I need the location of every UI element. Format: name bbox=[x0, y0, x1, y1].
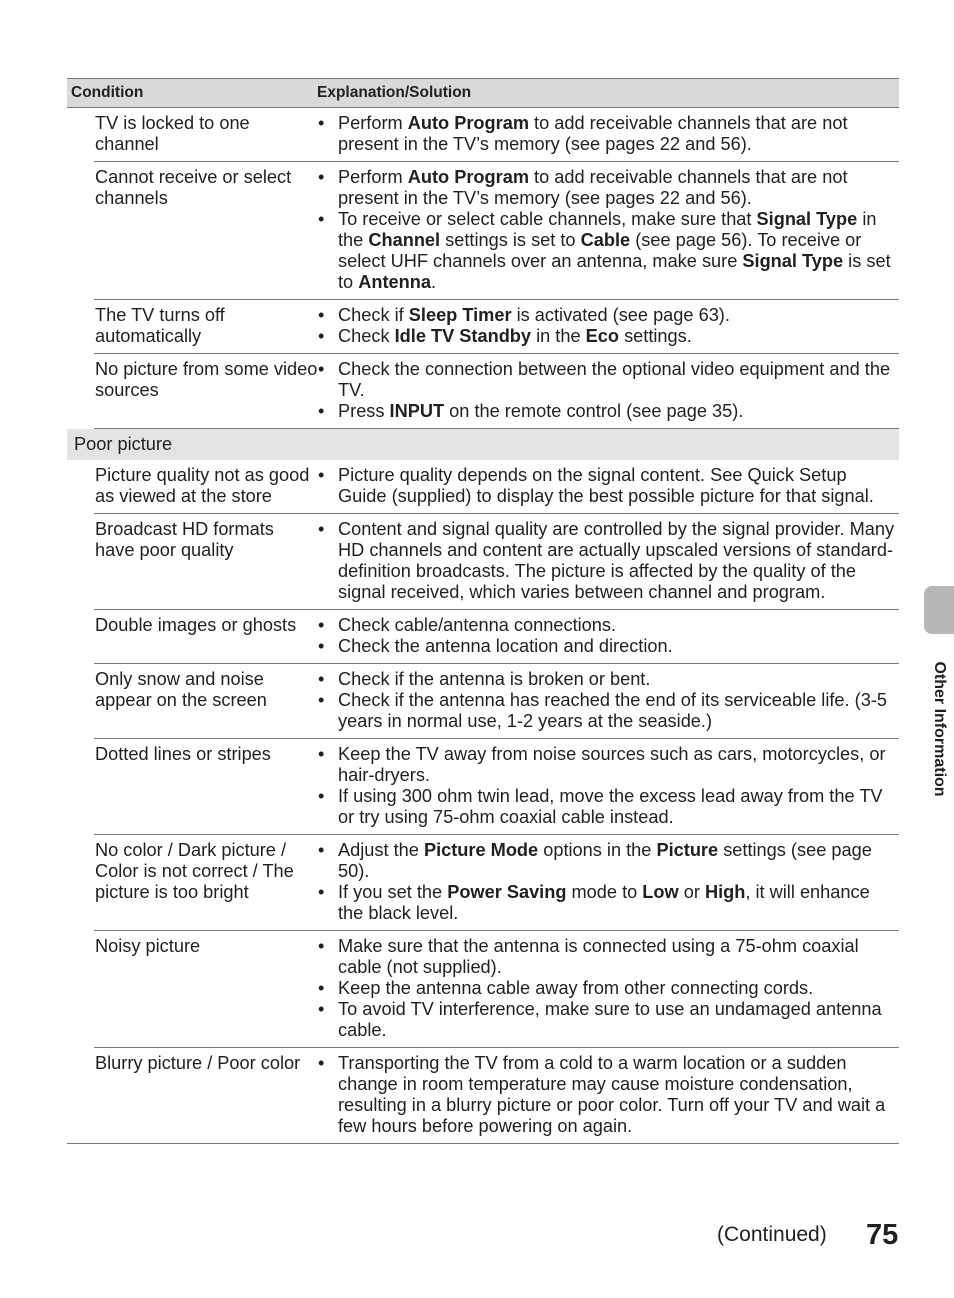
table-row bbox=[94, 514, 899, 610]
condition-cell: Double images or ghosts bbox=[95, 615, 297, 635]
text-segment: is set to bbox=[338, 251, 891, 292]
text-segment: To receive or select cable channels, make sure that bbox=[338, 209, 757, 229]
bullet-item bbox=[318, 401, 899, 422]
bullet-icon: • bbox=[318, 167, 325, 187]
bullet-text bbox=[338, 465, 899, 507]
bullet-icon: • bbox=[318, 401, 325, 421]
troubleshooting-table bbox=[67, 78, 899, 1144]
text-segment: , it will enhance the black level. bbox=[338, 882, 870, 923]
continued-label: (Continued) bbox=[717, 1223, 827, 1246]
bold-term: Auto Program bbox=[407, 113, 529, 133]
bullet-item bbox=[318, 978, 899, 999]
bullet-icon: • bbox=[318, 669, 325, 689]
table-row bbox=[94, 460, 899, 514]
text-segment: to add receivable channels that are not present in the TV’s memory (see pages 22 and 56). bbox=[338, 167, 848, 208]
bullet-item bbox=[318, 690, 899, 732]
bullet-item bbox=[318, 1053, 899, 1137]
text-segment: Picture quality depends on the signal content. See Quick Setup Guide (supplied) to display the best possible picture for that signal. bbox=[338, 465, 874, 506]
table-row bbox=[94, 162, 899, 300]
bullet-item bbox=[318, 744, 899, 786]
bullet-item bbox=[318, 465, 899, 507]
text-segment: Check cable/antenna connections. bbox=[338, 615, 617, 635]
explanation-cell bbox=[318, 359, 899, 422]
text-segment: Make sure that the antenna is connected using a 75-ohm coaxial cable (not supplied). bbox=[338, 936, 859, 977]
explanation-cell bbox=[318, 167, 899, 293]
condition-cell: Only snow and noise appear on the screen bbox=[95, 669, 267, 710]
bullet-icon: • bbox=[318, 1053, 325, 1073]
explanation-cell bbox=[318, 519, 899, 603]
bullet-icon: • bbox=[318, 840, 325, 860]
text-segment: on the remote control (see page 35). bbox=[444, 401, 744, 421]
condition-cell: Broadcast HD formats have poor quality bbox=[95, 519, 274, 560]
text-segment: settings is set to bbox=[440, 230, 581, 250]
text-segment: If you set the bbox=[338, 882, 448, 902]
text-segment: Keep the TV away from noise sources such as cars, motorcycles, or hair-dryers. bbox=[338, 744, 886, 785]
bullet-icon: • bbox=[318, 465, 325, 485]
bold-term: Sleep Timer bbox=[408, 305, 512, 325]
explanation-cell bbox=[318, 465, 899, 507]
table-row bbox=[94, 108, 899, 162]
bullet-text bbox=[338, 882, 899, 924]
bullet-icon: • bbox=[318, 786, 325, 806]
bold-term: Idle TV Standby bbox=[394, 326, 532, 346]
table-row bbox=[94, 931, 899, 1048]
bold-term: Cable bbox=[580, 230, 631, 250]
bullet-icon: • bbox=[318, 209, 325, 229]
bullet-item bbox=[318, 882, 899, 924]
bullet-icon: • bbox=[318, 936, 325, 956]
bullet-item bbox=[318, 615, 899, 636]
bullet-item bbox=[318, 167, 899, 209]
bullet-text bbox=[338, 1053, 899, 1137]
condition-cell: Dotted lines or stripes bbox=[95, 744, 271, 764]
text-segment: Check if the antenna has reached the end of its serviceable life. (3-5 years in normal use, 1-2 years at the seaside.) bbox=[338, 690, 887, 731]
table-row bbox=[67, 1048, 899, 1144]
bold-term: High bbox=[704, 882, 746, 902]
text-segment: Press bbox=[338, 401, 390, 421]
explanation-cell bbox=[318, 1053, 899, 1137]
explanation-cell bbox=[318, 840, 899, 924]
text-segment: Check if bbox=[338, 305, 409, 325]
bullet-text bbox=[338, 305, 899, 326]
bullet-text bbox=[338, 669, 899, 690]
explanation-cell bbox=[318, 669, 899, 732]
bullet-item bbox=[318, 305, 899, 326]
text-segment: (see page 56). To receive or select UHF channels over an antenna, make sure bbox=[338, 230, 862, 271]
text-segment: in the bbox=[531, 326, 586, 346]
text-segment: settings. bbox=[619, 326, 692, 346]
text-segment: If using 300 ohm twin lead, move the excess lead away from the TV or try using 75-ohm coaxial cable instead. bbox=[338, 786, 883, 827]
bullet-icon: • bbox=[318, 882, 325, 902]
table-row bbox=[94, 835, 899, 931]
explanation-cell bbox=[318, 615, 899, 657]
condition-cell: Blurry picture / Poor color bbox=[95, 1053, 301, 1073]
bold-term: INPUT bbox=[389, 401, 445, 421]
explanation-cell bbox=[318, 305, 899, 347]
bullet-text bbox=[338, 615, 899, 636]
bold-term: Antenna bbox=[358, 272, 431, 292]
condition-cell: Cannot receive or select channels bbox=[95, 167, 292, 208]
bullet-text bbox=[338, 690, 899, 732]
text-segment: Perform bbox=[338, 113, 408, 133]
bold-term: Picture bbox=[656, 840, 719, 860]
bold-term: Signal Type bbox=[742, 251, 844, 271]
bullet-item bbox=[318, 936, 899, 978]
bullet-item bbox=[318, 669, 899, 690]
bullet-item bbox=[318, 359, 899, 401]
condition-cell: TV is locked to one channel bbox=[95, 113, 250, 154]
text-segment: is activated (see page 63). bbox=[511, 305, 730, 325]
text-segment: or bbox=[678, 882, 705, 902]
bullet-icon: • bbox=[318, 636, 325, 656]
bullet-text bbox=[338, 978, 899, 999]
bullet-text bbox=[338, 209, 899, 293]
table-row bbox=[94, 300, 899, 354]
bullet-item bbox=[318, 786, 899, 828]
explanation-cell bbox=[318, 113, 899, 155]
bullet-text bbox=[338, 636, 899, 657]
condition-header: Condition bbox=[71, 84, 144, 101]
side-tab-label: Other Information bbox=[931, 661, 948, 797]
section-heading-poor-picture: Poor picture bbox=[67, 429, 899, 460]
bold-term: Signal Type bbox=[756, 209, 858, 229]
text-segment: Check the antenna location and direction. bbox=[338, 636, 673, 656]
bullet-text bbox=[338, 519, 899, 603]
table-row bbox=[94, 664, 899, 739]
text-segment: in the bbox=[338, 209, 877, 250]
condition-cell: Picture quality not as good as viewed at the store bbox=[95, 465, 310, 506]
bullet-text bbox=[338, 744, 899, 786]
text-segment: Adjust the bbox=[338, 840, 424, 860]
text-segment: mode to bbox=[566, 882, 643, 902]
bullet-text bbox=[338, 786, 899, 828]
bullet-item bbox=[318, 519, 899, 603]
bullet-item bbox=[318, 840, 899, 882]
bullet-icon: • bbox=[318, 978, 325, 998]
text-segment: Perform bbox=[338, 167, 408, 187]
table-row bbox=[94, 610, 899, 664]
condition-cell: Noisy picture bbox=[95, 936, 201, 956]
bold-term: Power Saving bbox=[447, 882, 567, 902]
text-segment: Check if the antenna is broken or bent. bbox=[338, 669, 651, 689]
bold-term: Eco bbox=[585, 326, 620, 346]
bullet-text bbox=[338, 113, 899, 155]
bullet-text bbox=[338, 401, 899, 422]
bullet-icon: • bbox=[318, 326, 325, 346]
bullet-item bbox=[318, 636, 899, 657]
bullet-item bbox=[318, 113, 899, 155]
text-segment: Check bbox=[338, 326, 395, 346]
table-body-upper bbox=[67, 108, 899, 429]
bullet-text bbox=[338, 936, 899, 978]
text-segment: Transporting the TV from a cold to a warm location or a sudden change in room temperature may cause moisture condensation, resulting in a blurry picture or poor color. Turn off your TV and wait a few hours before powering on again. bbox=[338, 1053, 886, 1136]
page-number: 75 bbox=[866, 1219, 899, 1251]
text-segment: options in the bbox=[538, 840, 657, 860]
table-header bbox=[67, 78, 899, 108]
bullet-text bbox=[338, 840, 899, 882]
text-segment: To avoid TV interference, make sure to use an undamaged antenna cable. bbox=[338, 999, 882, 1040]
bullet-icon: • bbox=[318, 305, 325, 325]
bullet-icon: • bbox=[318, 744, 325, 764]
bullet-text bbox=[338, 999, 899, 1041]
bullet-icon: • bbox=[318, 690, 325, 710]
explanation-header: Explanation/Solution bbox=[317, 84, 472, 101]
bold-term: Picture Mode bbox=[423, 840, 539, 860]
explanation-cell bbox=[318, 936, 899, 1041]
text-segment: Content and signal quality are controlled by the signal provider. Many HD channels and content are actually upscaled versions of standard-definition broadcasts. The picture is affected by the quality of the signal received, which varies between channel and program. bbox=[338, 519, 895, 602]
condition-cell: No picture from some video sources bbox=[95, 359, 318, 400]
bold-term: Channel bbox=[368, 230, 441, 250]
table-row bbox=[94, 739, 899, 835]
bullet-icon: • bbox=[318, 113, 325, 133]
text-segment: Check the connection between the optional video equipment and the TV. bbox=[338, 359, 891, 400]
bullet-icon: • bbox=[318, 999, 325, 1019]
bullet-item bbox=[318, 999, 899, 1041]
condition-cell: The TV turns off automatically bbox=[95, 305, 225, 346]
bullet-text bbox=[338, 359, 899, 401]
bullet-item bbox=[318, 326, 899, 347]
bullet-text bbox=[338, 167, 899, 209]
bullet-icon: • bbox=[318, 519, 325, 539]
bold-term: Low bbox=[642, 882, 679, 902]
bold-term: Auto Program bbox=[407, 167, 529, 187]
bullet-icon: • bbox=[318, 359, 325, 379]
text-segment: to add receivable channels that are not present in the TV’s memory (see pages 22 and 56). bbox=[338, 113, 848, 154]
text-segment: . bbox=[430, 272, 437, 292]
bullet-item bbox=[318, 209, 899, 293]
explanation-cell bbox=[318, 744, 899, 828]
condition-cell: No color / Dark picture / Color is not correct / The picture is too bright bbox=[95, 840, 294, 902]
table-body-lower bbox=[67, 460, 899, 1144]
text-segment: Keep the antenna cable away from other connecting cords. bbox=[338, 978, 814, 998]
table-row bbox=[94, 354, 899, 429]
bullet-text bbox=[338, 326, 899, 347]
text-segment: settings (see page 50). bbox=[338, 840, 872, 881]
bullet-icon: • bbox=[318, 615, 325, 635]
side-index-tab bbox=[924, 586, 954, 634]
